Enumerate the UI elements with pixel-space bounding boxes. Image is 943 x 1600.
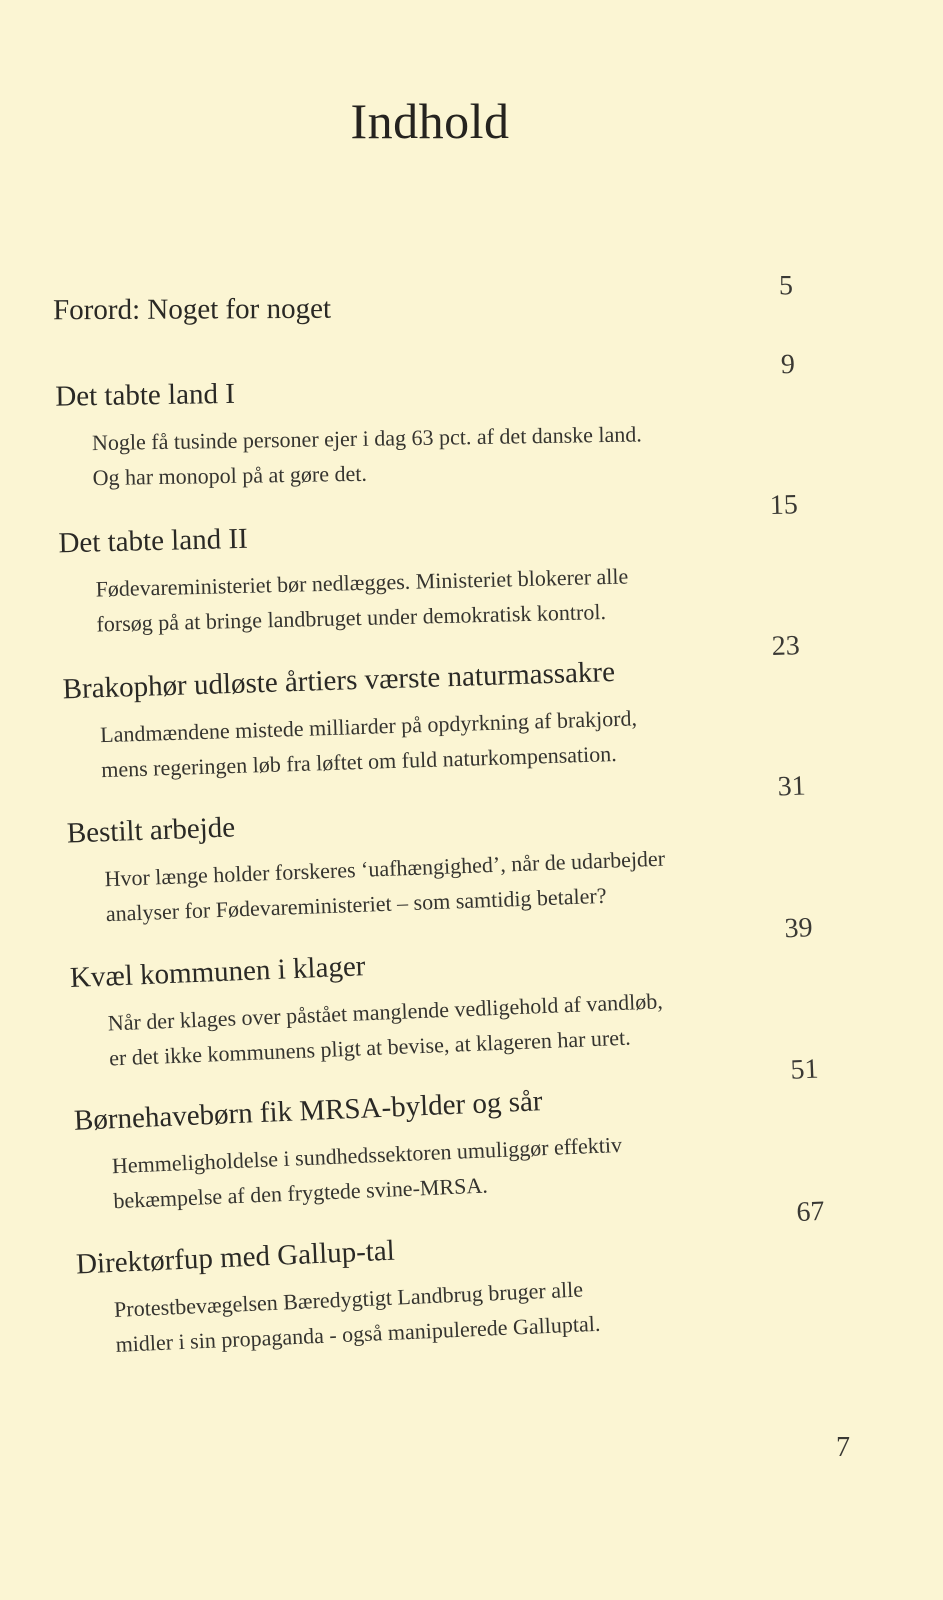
toc-entry-description-line: Nogle få tusinde personer ejer i dag 63 pct. af det danske land. [91, 421, 642, 456]
toc-entry-description [107, 983, 665, 1075]
toc-entry-bestilt-arbejde [66, 770, 915, 927]
toc-entry-title: Det tabte land I [55, 377, 236, 413]
toc-entry-description-line: Landmændene mistede milliarder på opdyrkning af brakjord, [99, 705, 638, 748]
toc-entry-forord [53, 270, 903, 327]
toc-entry-title: Børnehavebørn fik MRSA-bylder og sår [73, 1085, 544, 1137]
toc-entry-page-number: 31 [777, 770, 807, 803]
toc-entry-title: Det tabte land II [58, 522, 249, 560]
toc-entry-description-line: analyser for Fødevareministeriet – som samtidig betaler? [105, 882, 607, 927]
toc-entry-description [92, 416, 643, 495]
toc-entry-description-line: midler i sin propaganda - også manipulerede Galluptal. [115, 1310, 601, 1357]
toc-entry-det-tabte-land-2 [58, 489, 908, 637]
toc-entry-description-line: mens regeringen løb fra løftet om fuld naturkompensation. [100, 740, 618, 783]
toc-entry-description-line: forsøg på at bringe landbruget under demokratisk kontrol. [96, 599, 607, 637]
toc-entry-description [113, 1271, 601, 1362]
page-title: Indhold [350, 93, 510, 149]
toc-entry-description [104, 841, 667, 932]
toc-entry-det-tabte-land-1 [55, 349, 905, 491]
toc-entry-description [100, 700, 639, 787]
toc-entry-title: Forord: Noget for noget [53, 292, 332, 327]
toc-entry-page-number: 51 [789, 1053, 820, 1086]
toc-entry-description [95, 558, 629, 641]
toc-entry-description-line: bekæmpelse af den frygtede svine-MRSA. [112, 1172, 489, 1214]
page-number: 7 [836, 1432, 850, 1463]
toc-entry-title: Bestilt arbejde [66, 811, 236, 850]
toc-entry-description-line: Protestbevægelsen Bæredygtigt Landbrug bruger alle [113, 1276, 584, 1322]
toc-entry-brakophor [62, 630, 912, 783]
toc-entry-page-number: 23 [771, 630, 801, 663]
toc-entry-page-number: 67 [795, 1195, 826, 1229]
toc-entry-description [111, 1127, 624, 1218]
toc-entry-direktorfup [75, 1195, 924, 1357]
toc-entry-title: Kvæl kommunen i klager [69, 950, 366, 995]
toc-entry-description-line: er det ikke kommunens pligt at bevise, at klageren har uret. [108, 1024, 632, 1071]
toc-entry-description-line: Når der klages over påstået manglende vedligehold af vandløb, [107, 988, 664, 1036]
toc-entry-page-number: 9 [780, 349, 796, 381]
toc-entry-title: Brakophør udløste årtiers værste naturmassakre [62, 655, 616, 706]
toc-entry-page-number: 39 [783, 912, 814, 945]
toc-entry-description-line: Og har monopol på at gøre det. [92, 460, 368, 491]
toc-entry-description-line: Hvor længe holder forskeres ‘uafhængighed’, når de udarbejder [104, 845, 666, 892]
toc-entry-description-line: Fødevareministeriet bør nedlægges. Ministeriet blokerer alle [95, 563, 629, 602]
toc-entry-page-number: 5 [778, 270, 794, 302]
toc-entry-title: Direktørfup med Gallup-tal [75, 1234, 396, 1281]
toc-entry-description-line: Hemmeligholdelse i sundhedssektoren umuliggør effektiv [111, 1131, 623, 1179]
toc-entry-page-number: 15 [769, 489, 799, 521]
